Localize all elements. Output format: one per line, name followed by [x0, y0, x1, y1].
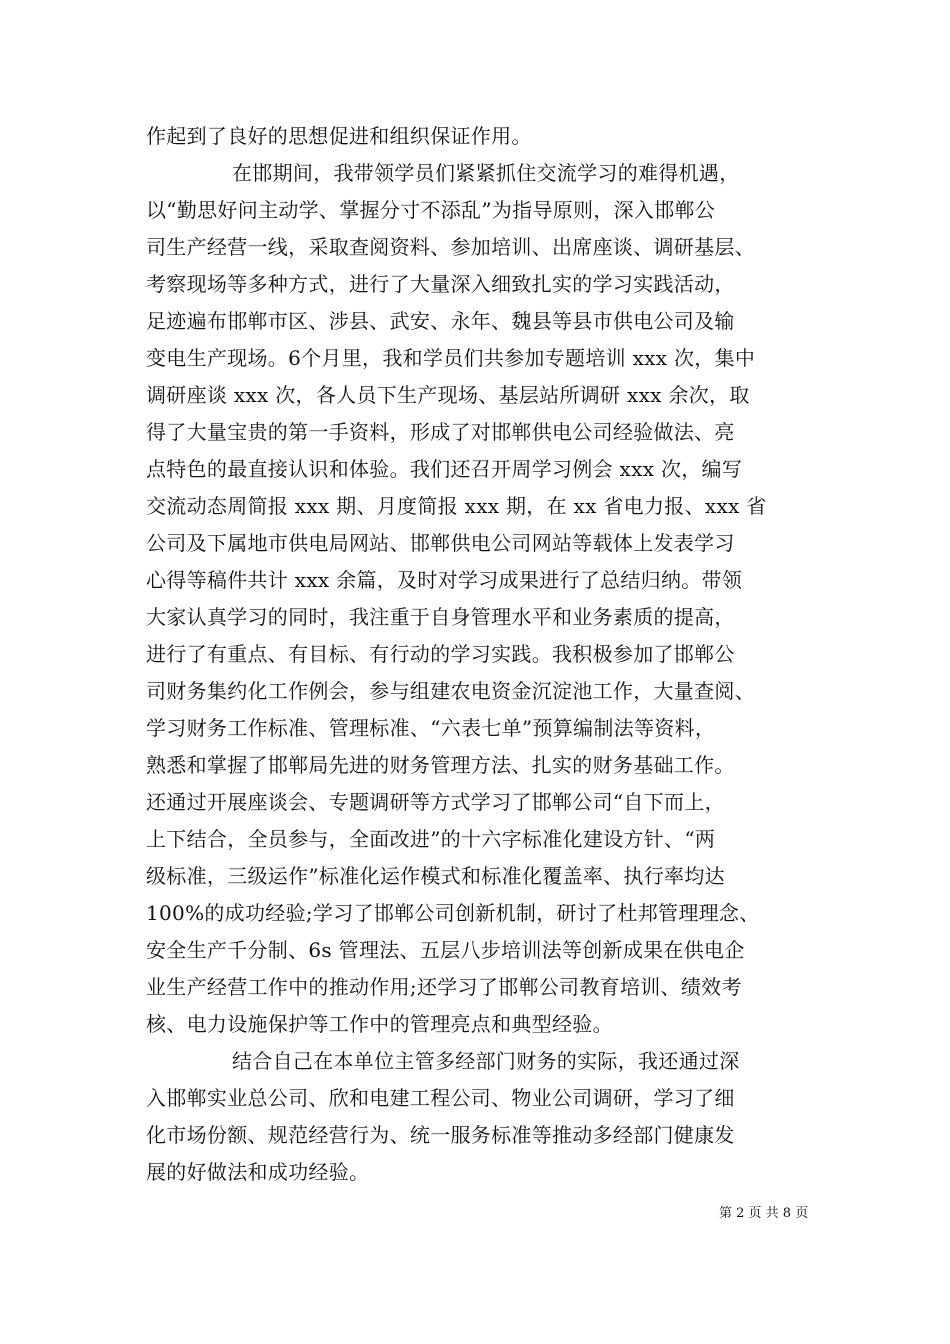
- paragraph-start-line: 结合自己在本单位主管多经部门财务的实际，我还通过深: [232, 1049, 740, 1073]
- text-line: 得了大量宝贵的第一手资料，形成了对邯郸供电公司经验做法、亮: [146, 420, 735, 444]
- text-line: 学习财务工作标准、管理标准、“六表七单”预算编制法等资料，: [146, 716, 716, 740]
- text-line: 心得等稿件共计 xxx 余篇，及时对学习成果进行了总结归纳。带领: [146, 568, 743, 592]
- text-line: 入邯郸实业总公司、欣和电建工程公司、物业公司调研，学习了细: [146, 1086, 735, 1110]
- text-line: 调研座谈 xxx 次，各人员下生产现场、基层站所调研 xxx 余次，取: [146, 383, 750, 407]
- text-line: 进行了有重点、有目标、有行动的学习实践。我积极参加了邯郸公: [146, 642, 735, 666]
- text-line: 上下结合，全员参与，全面改进”的十六字标准化建设方针、“两: [146, 827, 716, 851]
- text-line: 级标准，三级运作”标准化运作模式和标准化覆盖率、执行率均达: [146, 864, 725, 888]
- text-line: 熟悉和掌握了邯郸局先进的财务管理方法、扎实的财务基础工作。: [146, 753, 735, 777]
- text-line: 司财务集约化工作例会，参与组建农电资金沉淀池工作，大量查阅、: [146, 679, 755, 703]
- text-line: 交流动态周简报 xxx 期、月度简报 xxx 期，在 xx 省电力报、xxx 省: [146, 494, 767, 518]
- text-line: 考察现场等多种方式，进行了大量深入细致扎实的学习实践活动，: [146, 272, 735, 296]
- text-line: 核、电力设施保护等工作中的管理亮点和典型经验。: [146, 1012, 613, 1036]
- text-line: 变电生产现场。6个月里，我和学员们共参加专题培训 xxx 次，集中: [146, 346, 756, 370]
- text-line: 业生产经营工作中的推动作用;还学习了邯郸公司教育培训、绩效考: [146, 975, 742, 999]
- text-line: 展的好做法和成功经验。: [146, 1160, 370, 1184]
- text-line: 点特色的最直接认识和体验。我们还召开周学习例会 xxx 次，编写: [146, 457, 743, 481]
- text-line: 作起到了良好的思想促进和组织保证作用。: [146, 124, 532, 148]
- text-line: 足迹遍布邯郸市区、涉县、武安、永年、魏县等县市供电公司及输: [146, 309, 735, 333]
- text-line: 大家认真学习的同时，我注重于自身管理水平和业务素质的提高，: [146, 605, 735, 629]
- text-line: 以“勤思好问主动学、掌握分寸不添乱”为指导原则，深入邯郸公: [146, 198, 716, 222]
- text-line: 还通过开展座谈会、专题调研等方式学习了邯郸公司“自下而上，: [146, 790, 725, 814]
- text-line: 化市场份额、规范经营行为、统一服务标准等推动多经部门健康发: [146, 1123, 735, 1147]
- text-line: 司生产经营一线，采取查阅资料、参加培训、出席座谈、调研基层、: [146, 235, 755, 259]
- page-number-footer: 第 2 页 共 8 页: [719, 1206, 809, 1221]
- text-line: 公司及下属地市供电局网站、邯郸供电公司网站等载体上发表学习: [146, 531, 735, 555]
- text-line: 安全生产千分制、6s 管理法、五层八步培训法等创新成果在供电企: [146, 938, 745, 962]
- text-line: 100%的成功经验;学习了邯郸公司创新机制，研讨了杜邦管理理念、: [146, 901, 760, 925]
- paragraph-start-line: 在邯期间，我带领学员们紧紧抓住交流学习的难得机遇，: [232, 161, 740, 185]
